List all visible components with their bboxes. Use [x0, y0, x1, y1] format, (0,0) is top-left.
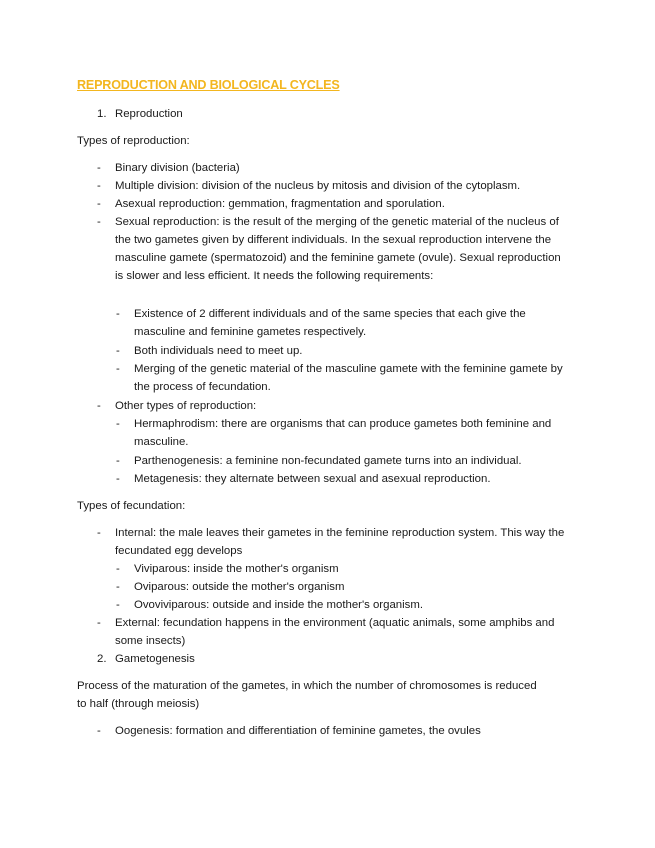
list-item: Hermaphrodism: there are organisms that can produce gametes both feminine and masculine. [134, 418, 552, 449]
list-bullet: - [116, 418, 120, 430]
list-bullet: - [97, 162, 101, 174]
list-item: Oogenesis: formation and differentiation of feminine gametes, the ovules [115, 725, 481, 737]
list-bullet: - [97, 180, 101, 192]
section-number: 1. [97, 108, 107, 120]
list-item: External: fecundation happens in the environment (aquatic animals, some amphibs and some insects) [115, 617, 555, 648]
section-number: 2. [97, 653, 107, 665]
list-item: Asexual reproduction: gemmation, fragmentation and sporulation. [115, 198, 445, 210]
paragraph-heading: Types of reproduction: [77, 135, 190, 147]
list-bullet: - [97, 400, 101, 412]
list-bullet: - [116, 473, 120, 485]
list-bullet: - [97, 617, 101, 629]
list-bullet: - [97, 198, 101, 210]
list-bullet: - [116, 599, 120, 611]
list-bullet: - [116, 455, 120, 467]
list-item: Both individuals need to meet up. [134, 345, 303, 357]
list-item: Other types of reproduction: [115, 400, 257, 412]
list-item: Merging of the genetic material of the masculine gamete with the feminine gamete by the process of fecundation. [134, 363, 563, 394]
list-bullet: - [116, 563, 120, 575]
list-item: Oviparous: outside the mother's organism [134, 581, 345, 593]
list-bullet: - [116, 363, 120, 375]
section-heading: Gametogenesis [115, 653, 195, 665]
list-item: Sexual reproduction: is the result of the merging of the genetic material of the nucleus of the two gametes given by different individuals. In the sexual reproduction intervene the masculine gamete (spermatozoid) and the feminine gamete (ovule). Sexual reproduction is slower and less efficient. It needs the following requirements: [115, 216, 561, 283]
paragraph-heading: Types of fecundation: [77, 500, 186, 512]
document-title: REPRODUCTION AND BIOLOGICAL CYCLES [77, 78, 340, 92]
list-item: Multiple division: division of the nucleus by mitosis and division of the cytoplasm. [115, 180, 521, 192]
list-bullet: - [116, 345, 120, 357]
list-bullet: - [97, 527, 101, 539]
paragraph: Process of the maturation of the gametes, in which the number of chromosomes is reduced to half (through meiosis) [77, 680, 537, 711]
list-item: Binary division (bacteria) [115, 162, 240, 174]
list-bullet: - [97, 725, 101, 737]
list-bullet: - [97, 216, 101, 228]
list-item: Parthenogenesis: a feminine non-fecundated gamete turns into an individual. [134, 455, 522, 467]
list-item: Metagenesis: they alternate between sexual and asexual reproduction. [134, 473, 491, 485]
list-item: Ovoviviparous: outside and inside the mother's organism. [134, 599, 423, 611]
list-bullet: - [116, 308, 120, 320]
section-heading: Reproduction [115, 108, 183, 120]
list-item: Viviparous: inside the mother's organism [134, 563, 339, 575]
list-item: Existence of 2 different individuals and of the same species that each give the masculine and feminine gametes respectively. [134, 308, 526, 339]
list-bullet: - [116, 581, 120, 593]
list-item: Internal: the male leaves their gametes in the feminine reproduction system. This way the fecundated egg develops [115, 527, 565, 558]
